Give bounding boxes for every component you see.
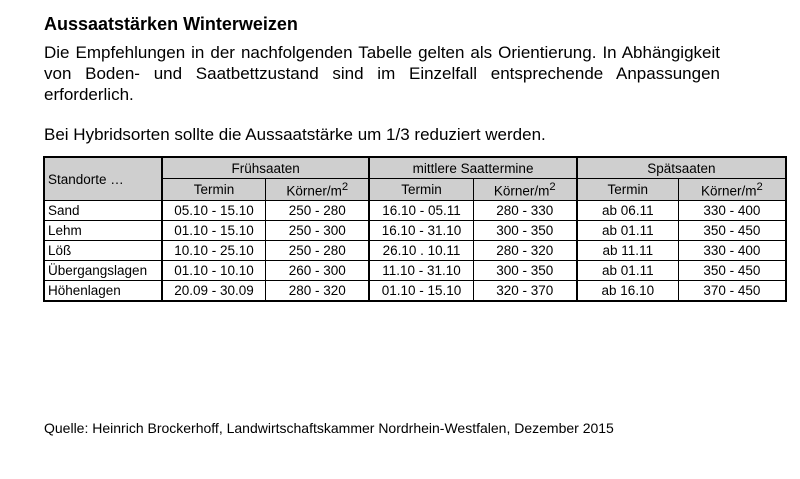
- table-cell: 300 - 350: [473, 221, 577, 241]
- table-cell: 01.10 - 15.10: [162, 221, 266, 241]
- table-cell: 320 - 370: [473, 281, 577, 302]
- table-cell: 350 - 450: [678, 261, 786, 281]
- subheader-koerner: Körner/$m^2$: [266, 179, 370, 201]
- table-cell: 10.10 - 25.10: [162, 241, 266, 261]
- table-row: [44, 261, 786, 281]
- source-note: Quelle: Heinrich Brockerhoff, Landwirtschaftskammer Nordrhein-Westfalen, Dezember 2015: [44, 420, 614, 436]
- table-cell: 280 - 330: [473, 201, 577, 221]
- table-cell: 250 - 280: [266, 201, 370, 221]
- table-cell: 280 - 320: [473, 241, 577, 261]
- group-header-spaetsaaten: Spätsaaten: [577, 157, 786, 179]
- table-row: [44, 221, 786, 241]
- table-cell: 20.09 - 30.09: [162, 281, 266, 302]
- table-cell: 250 - 280: [266, 241, 370, 261]
- table-cell: ab 01.11: [577, 221, 679, 241]
- subheader-termin: Termin: [577, 179, 679, 201]
- table-cell: 250 - 300: [266, 221, 370, 241]
- hybrid-note: Bei Hybridsorten sollte die Aussaatstärke um 1/3 reduziert werden.: [44, 125, 546, 144]
- location-cell: Höhenlagen: [44, 281, 162, 302]
- seeding-rate-table: [43, 156, 787, 302]
- subheader-termin: Termin: [369, 179, 473, 201]
- table-cell: 26.10 . 10.11: [369, 241, 473, 261]
- subheader-termin: Termin: [162, 179, 266, 201]
- table-cell: 330 - 400: [678, 201, 786, 221]
- table-cell: 11.10 - 31.10: [369, 261, 473, 281]
- table-cell: 330 - 400: [678, 241, 786, 261]
- table-cell: 280 - 320: [266, 281, 370, 302]
- table-row: [44, 281, 786, 302]
- table-cell: 16.10 - 05.11: [369, 201, 473, 221]
- table-cell: ab 06.11: [577, 201, 679, 221]
- table-cell: ab 16.10: [577, 281, 679, 302]
- group-header-mittlere: mittlere Saattermine: [369, 157, 576, 179]
- table-cell: ab 11.11: [577, 241, 679, 261]
- document-title: Aussaatstärken Winterweizen: [44, 14, 298, 34]
- subheader-koerner: Körner/$m^2$: [678, 179, 786, 201]
- location-cell: Übergangslagen: [44, 261, 162, 281]
- table-cell: 01.10 - 15.10: [369, 281, 473, 302]
- intro-paragraph: Die Empfehlungen in der nachfolgenden Tabelle gelten als Orientierung. In Abhängigkeit von Boden- und Saatbettzustand sind im Einzelfall entsprechende Anpassungen erforderlich.: [44, 43, 720, 104]
- subheader-koerner: Körner/$m^2$: [473, 179, 577, 201]
- location-cell: Sand: [44, 201, 162, 221]
- table-cell: 05.10 - 15.10: [162, 201, 266, 221]
- table-row: [44, 201, 786, 221]
- table-cell: 370 - 450: [678, 281, 786, 302]
- location-cell: Lehm: [44, 221, 162, 241]
- table-cell: 300 - 350: [473, 261, 577, 281]
- table-row: [44, 241, 786, 261]
- location-cell: Löß: [44, 241, 162, 261]
- table-cell: 260 - 300: [266, 261, 370, 281]
- table-cell: 350 - 450: [678, 221, 786, 241]
- corner-header: Standorte …: [44, 157, 162, 201]
- group-header-fruehsaaten: Frühsaaten: [162, 157, 369, 179]
- table-cell: 16.10 - 31.10: [369, 221, 473, 241]
- table-cell: ab 01.11: [577, 261, 679, 281]
- table-cell: 01.10 - 10.10: [162, 261, 266, 281]
